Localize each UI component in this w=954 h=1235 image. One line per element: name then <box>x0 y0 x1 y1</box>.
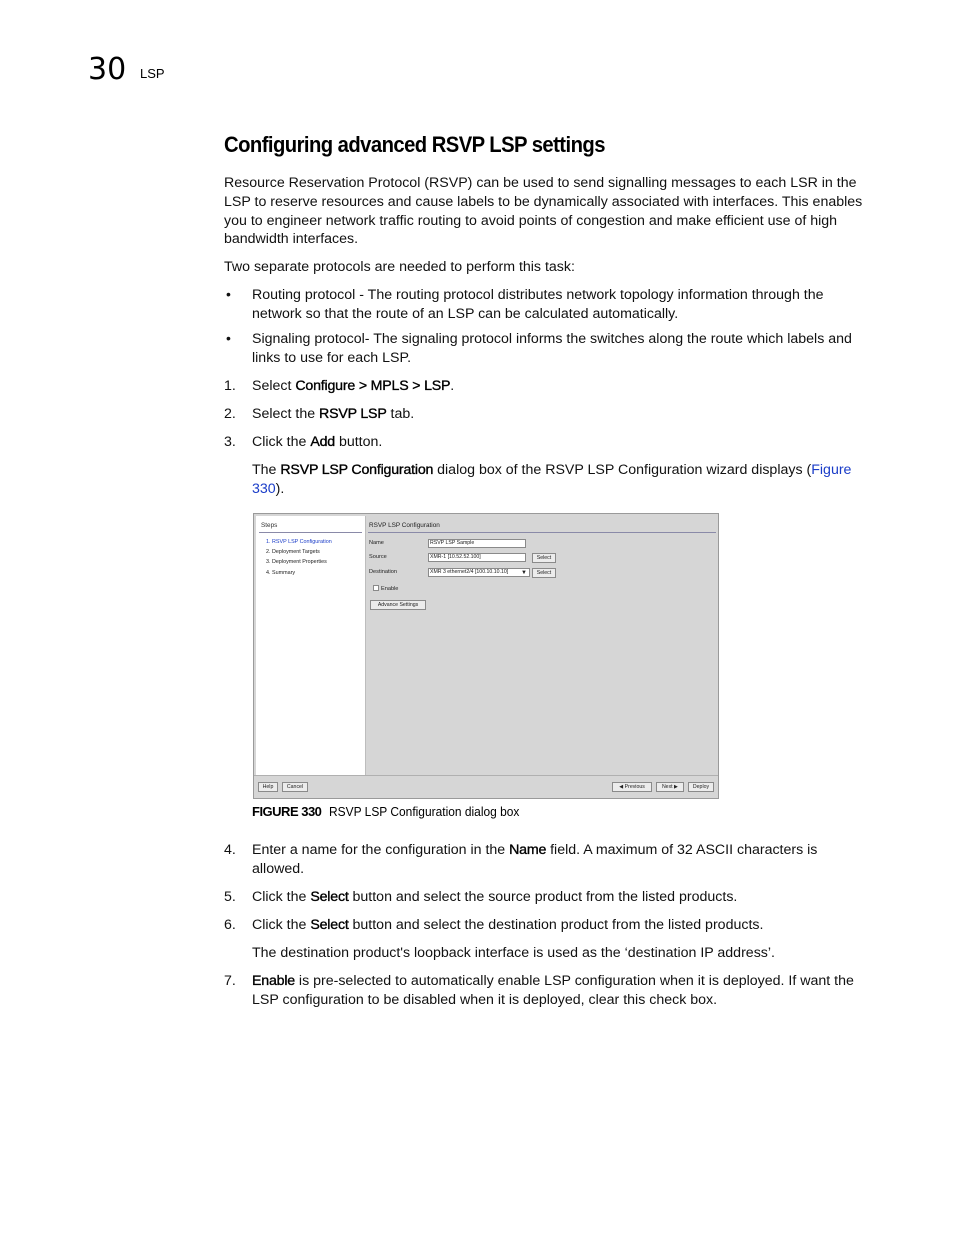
checkbox-name: Enable <box>252 973 295 989</box>
source-label: Source <box>369 554 387 560</box>
previous-arrow-icon: ◀ <box>619 784 625 790</box>
bullet-signaling: Signaling protocol- The signaling protocol informs the switches along the route which labels and links to use for each LSP. <box>252 331 852 366</box>
step-number: 7. <box>224 973 236 989</box>
step-text: dialog box of the RSVP LSP Configuration wizard displays ( <box>433 462 812 478</box>
step-2 <box>252 405 872 424</box>
step-number: 3. <box>224 434 236 450</box>
steps-title: Steps <box>261 522 278 529</box>
previous-button[interactable] <box>612 782 652 792</box>
step-text: Select <box>252 378 296 394</box>
step-text: Enter a name for the configuration in the <box>252 842 510 858</box>
button-name: Select <box>310 917 349 933</box>
step-text: Select the <box>252 406 320 422</box>
wizard-step-rsvp-lsp-configuration[interactable]: 1. RSVP LSP Configuration <box>266 539 332 545</box>
step-number: 1. <box>224 378 236 394</box>
step-text: Click the <box>252 917 311 933</box>
field-name: Name <box>509 842 547 858</box>
pane-title: RSVP LSP Configuration <box>369 522 440 529</box>
step-6 <box>252 916 872 935</box>
protocols-intro: Two separate protocols are needed to perform this task: <box>224 259 575 275</box>
step-6-note: The destination product's loopback interface is used as the ‘destination IP address’. <box>252 945 775 961</box>
step-3-note <box>252 461 872 499</box>
next-arrow-icon: ▶ <box>672 784 679 790</box>
step-text: button. <box>335 434 383 450</box>
configuration-pane <box>366 516 716 776</box>
rsvp-lsp-configuration-dialog <box>253 513 719 799</box>
step-text: field. A maximum of 32 ASCII characters is allowed. <box>252 842 818 877</box>
step-text: . <box>450 378 455 394</box>
steps-pane <box>256 516 366 776</box>
dialog-button-bar <box>254 775 718 798</box>
source-field[interactable]: XMR-1 [10.52.52.100] <box>428 553 526 562</box>
destination-label: Destination <box>369 569 397 575</box>
next-label: Next <box>661 784 673 790</box>
bullet-routing: Routing protocol - The routing protocol distributes network topology information through the network so that the route of an LSP can be calculated automatically. <box>252 287 824 322</box>
step-text: ). <box>275 480 285 497</box>
destination-value: XMR 3 ethernet2/4 [100.10.10.10] <box>430 569 509 575</box>
tab-name: RSVP LSP <box>319 406 387 422</box>
wizard-step-deployment-targets[interactable]: 2. Deployment Targets <box>266 549 320 555</box>
name-label: Name <box>369 540 384 546</box>
step-text: is pre-selected to automatically enable LSP configuration when it is deployed. If want the LSP configuration to be disabled when it is deployed, clear this check box. <box>252 973 854 1008</box>
dialog-name: RSVP LSP Configuration <box>280 462 434 478</box>
step-5 <box>252 888 872 907</box>
step-number: 2. <box>224 406 236 422</box>
step-number: 5. <box>224 889 236 905</box>
step-text: button and select the destination product from the listed products. <box>348 917 764 933</box>
divider <box>368 532 716 533</box>
figure-link[interactable]: Figure 330 <box>252 462 852 497</box>
button-name: Select <box>310 889 349 905</box>
step-1 <box>252 377 872 396</box>
enable-checkbox[interactable] <box>373 585 379 591</box>
next-button[interactable] <box>656 782 684 792</box>
section-title: Configuring advanced RSVP LSP settings <box>224 132 605 157</box>
cancel-button[interactable]: Cancel <box>282 782 308 792</box>
dropdown-arrow-icon: ▼ <box>521 570 527 576</box>
step-number: 6. <box>224 917 236 933</box>
destination-select-button[interactable]: Select <box>532 568 556 578</box>
step-text: button and select the source product from the listed products. <box>348 889 738 905</box>
previous-label: Previous <box>624 784 645 790</box>
step-4 <box>252 841 872 879</box>
figure-caption <box>252 804 536 819</box>
figure-caption-text: RSVP LSP Configuration dialog box <box>329 804 520 819</box>
help-button[interactable]: Help <box>258 782 278 792</box>
source-select-button[interactable]: Select <box>532 553 556 563</box>
button-name: Add <box>310 434 335 450</box>
step-number: 4. <box>224 842 236 858</box>
bullet-dot-icon: • <box>226 286 231 302</box>
wizard-step-summary[interactable]: 4. Summary <box>266 570 296 576</box>
step-7 <box>252 972 872 1010</box>
advance-settings-button[interactable]: Advance Settings <box>370 600 426 610</box>
wizard-step-deployment-properties[interactable]: 3. Deployment Properties <box>266 559 327 565</box>
step-text: tab. <box>386 406 415 422</box>
deploy-button[interactable]: Deploy <box>688 782 714 792</box>
step-3 <box>252 433 872 452</box>
destination-dropdown[interactable] <box>428 568 530 577</box>
chapter-name: LSP <box>140 66 165 81</box>
name-input[interactable]: RSVP LSP Sample <box>428 539 526 548</box>
step-text: Click the <box>252 889 311 905</box>
chapter-number: 30 <box>88 52 127 87</box>
figure-label: FIGURE 330 <box>252 804 322 819</box>
step-text: Click the <box>252 434 311 450</box>
bullet-dot-icon: • <box>226 330 231 346</box>
menu-path: Configure > MPLS > LSP <box>295 378 451 394</box>
enable-label: Enable <box>381 586 399 592</box>
step-text: The <box>252 462 281 478</box>
divider <box>259 532 362 533</box>
intro-paragraph: Resource Reservation Protocol (RSVP) can be used to send signalling messages to each LSR in the LSP to reserve resources and cause labels to be dynamically associated with interfaces. This enables you to engineer network traffic routing to avoid points of congestion and make efficient use of high bandwidth interfaces. <box>224 175 863 248</box>
